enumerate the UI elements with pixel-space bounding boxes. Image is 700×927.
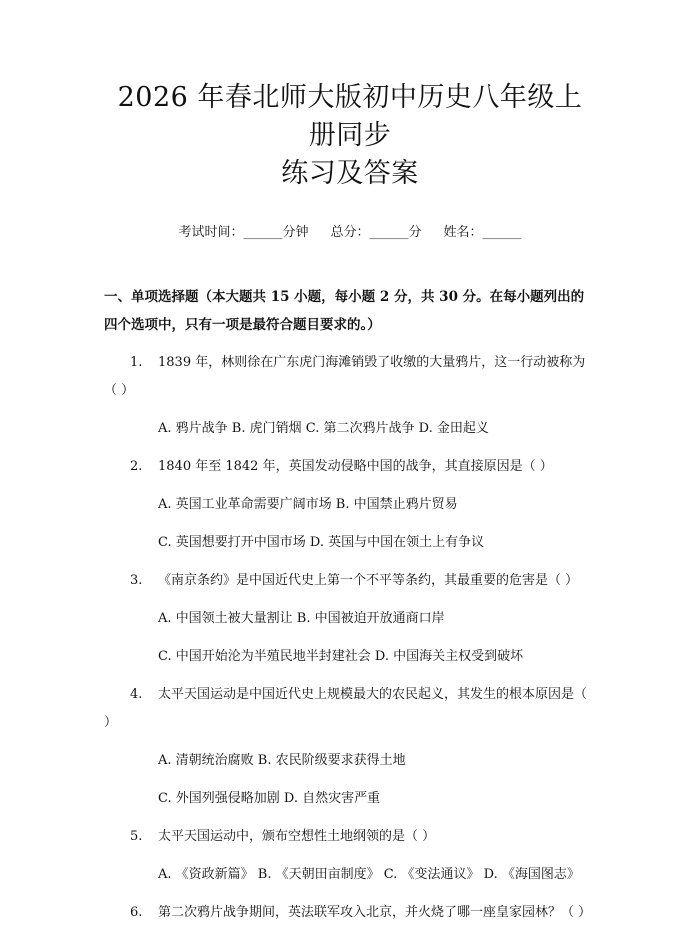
question-stem <box>104 681 596 737</box>
question-text: 太平天国运动中，颁布空想性土地纲领的是（ ） <box>158 829 436 844</box>
question-3 <box>104 567 596 671</box>
question-text: 《南京条约》是中国近代史上第一个不平等条约，其最重要的危害是（ ） <box>158 573 579 588</box>
question-text: 太平天国运动是中国近代史上规模最大的农民起义，其发生的根本原因是（ ） <box>104 687 588 730</box>
question-6 <box>104 899 596 927</box>
student-name-field: 姓名：______ <box>443 225 522 240</box>
question-number: 3. <box>130 573 143 588</box>
question-options: A. 《资政新篇》 B. 《天朝田亩制度》 C. 《变法通议》 D. 《海国图志》 <box>158 867 580 882</box>
question-number: 1. <box>130 355 143 370</box>
question-options: A. 中国领土被大量割让 B. 中国被迫开放通商口岸 <box>158 611 445 626</box>
section-heading: 一、单项选择题（本大题共 15 小题，每小题 2 分，共 30 分。在每小题列出的四个选项中，只有一项是最符合题目要求的。） <box>104 289 585 333</box>
question-text: 1840 年至 1842 年，英国发动侵略中国的战争，其直接原因是（ ） <box>158 459 553 474</box>
question-1 <box>104 349 596 443</box>
question-options: C. 英国想要打开中国市场 D. 英国与中国在领土上有争议 <box>158 535 485 550</box>
title-line-2: 练习及答案 <box>281 158 419 189</box>
question-stem <box>104 823 596 851</box>
question-text: 第二次鸦片战争期间，英法联军攻入北京，并火烧了哪一座皇家园林？（ ） <box>158 905 592 920</box>
exam-time-field: 考试时间：______分钟 <box>178 225 309 240</box>
total-score-field: 总分：______分 <box>330 225 422 240</box>
question-options: A. 英国工业革命需要广阔市场 B. 中国禁止鸦片贸易 <box>158 497 458 512</box>
title-line-1: 2026 年春北师大版初中历史八年级上册同步 <box>117 82 583 151</box>
question-stem <box>104 899 596 927</box>
question-stem <box>104 349 596 405</box>
question-text: 1839 年，林则徐在广东虎门海滩销毁了收缴的大量鸦片，这一行动被称为（ ） <box>104 355 586 398</box>
exam-meta <box>104 223 596 243</box>
document-title <box>104 0 596 193</box>
question-5 <box>104 823 596 889</box>
question-number: 4. <box>130 687 143 702</box>
question-options: A. 清朝统治腐败 B. 农民阶级要求获得土地 <box>158 753 406 768</box>
question-4 <box>104 681 596 813</box>
question-stem <box>104 567 596 595</box>
question-number: 2. <box>130 459 143 474</box>
question-2 <box>104 453 596 557</box>
question-options: C. 外国列强侵略加剧 D. 自然灾害严重 <box>158 791 381 806</box>
question-stem <box>104 453 596 481</box>
question-number: 6. <box>130 905 143 920</box>
question-options: C. 中国开始沦为半殖民地半封建社会 D. 中国海关主权受到破坏 <box>158 649 524 664</box>
question-options: A. 鸦片战争 B. 虎门销烟 C. 第二次鸦片战争 D. 金田起义 <box>158 421 489 436</box>
question-number: 5. <box>130 829 143 844</box>
